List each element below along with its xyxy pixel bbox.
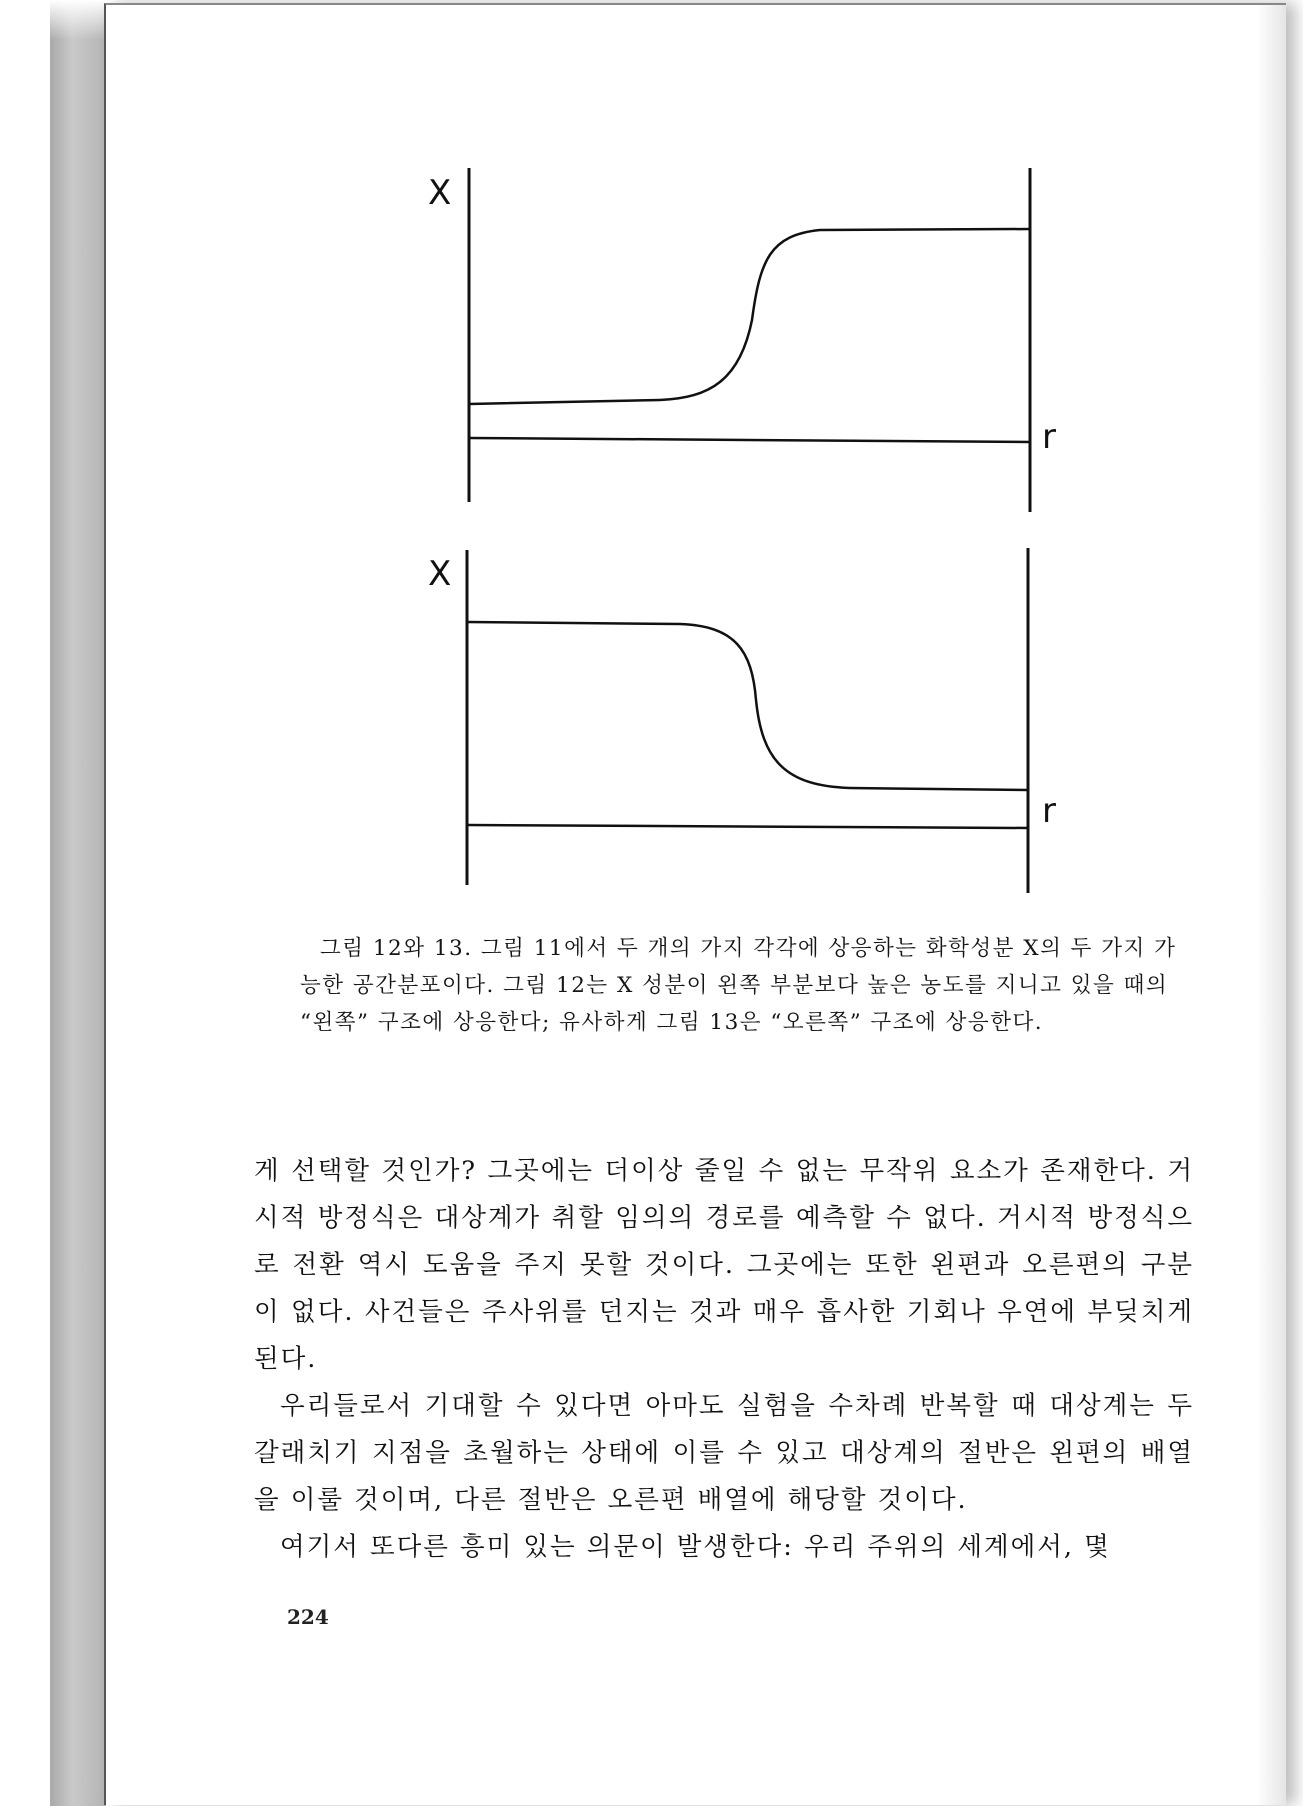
body-text: [254, 1148, 1194, 1571]
figure-caption: [300, 930, 1180, 1041]
figure-12: [428, 168, 1056, 512]
caption-text: 그림 12와 13. 그림 11에서 두 개의 가지 각각에 상응하는 화학성분 X의 두 가지 가능한 공간분포이다. 그림 12는 X 성분이 왼쪽 부분보다 높은 농도를 지니고 있을 때의 “왼쪽” 구조에 상응한다; 유사하게 그림 13은 “오른쪽” 구조에 상응한다.: [300, 936, 1177, 1035]
fig13-concentration-curve: [467, 622, 1028, 790]
paragraph-3: 여기서 또다른 흥미 있는 의문이 발생한다: 우리 주위의 세계에서, 몇: [280, 1532, 1111, 1562]
paragraph-1: 게 선택할 것인가? 그곳에는 더이상 줄일 수 없는 무작위 요소가 존재한다. 거시적 방정식은 대상계가 취할 임의의 경로를 예측할 수 없다. 거시적 방정식으로 전환 역시 도움을 주지 못할 것이다. 그곳에는 또한 왼편과 오른편의 구분이 없다. 사건들은 주사위를 던지는 것과 매우 흡사한 기회나 우연에 부딪치게 된다.: [254, 1156, 1194, 1374]
page-number: 224: [287, 1605, 329, 1629]
fig13-y-label: X: [428, 554, 452, 594]
fig12-concentration-curve: [469, 229, 1030, 404]
fig12-baseline: [469, 438, 1030, 442]
paragraph-2: 우리들로서 기대할 수 있다면 아마도 실험을 수차례 반복할 때 대상계는 두갈래치기 지점을 초월하는 상태에 이를 수 있고 대상계의 절반은 왼편의 배열을 이룰 것이며, 다른 절반은 오른편 배열에 해당할 것이다.: [254, 1391, 1194, 1515]
fig12-y-label: X: [428, 173, 452, 213]
fig13-baseline: [467, 825, 1028, 828]
fig12-x-label: r: [1042, 417, 1056, 457]
fig13-x-label: r: [1042, 791, 1056, 831]
figure-13: [428, 548, 1056, 893]
